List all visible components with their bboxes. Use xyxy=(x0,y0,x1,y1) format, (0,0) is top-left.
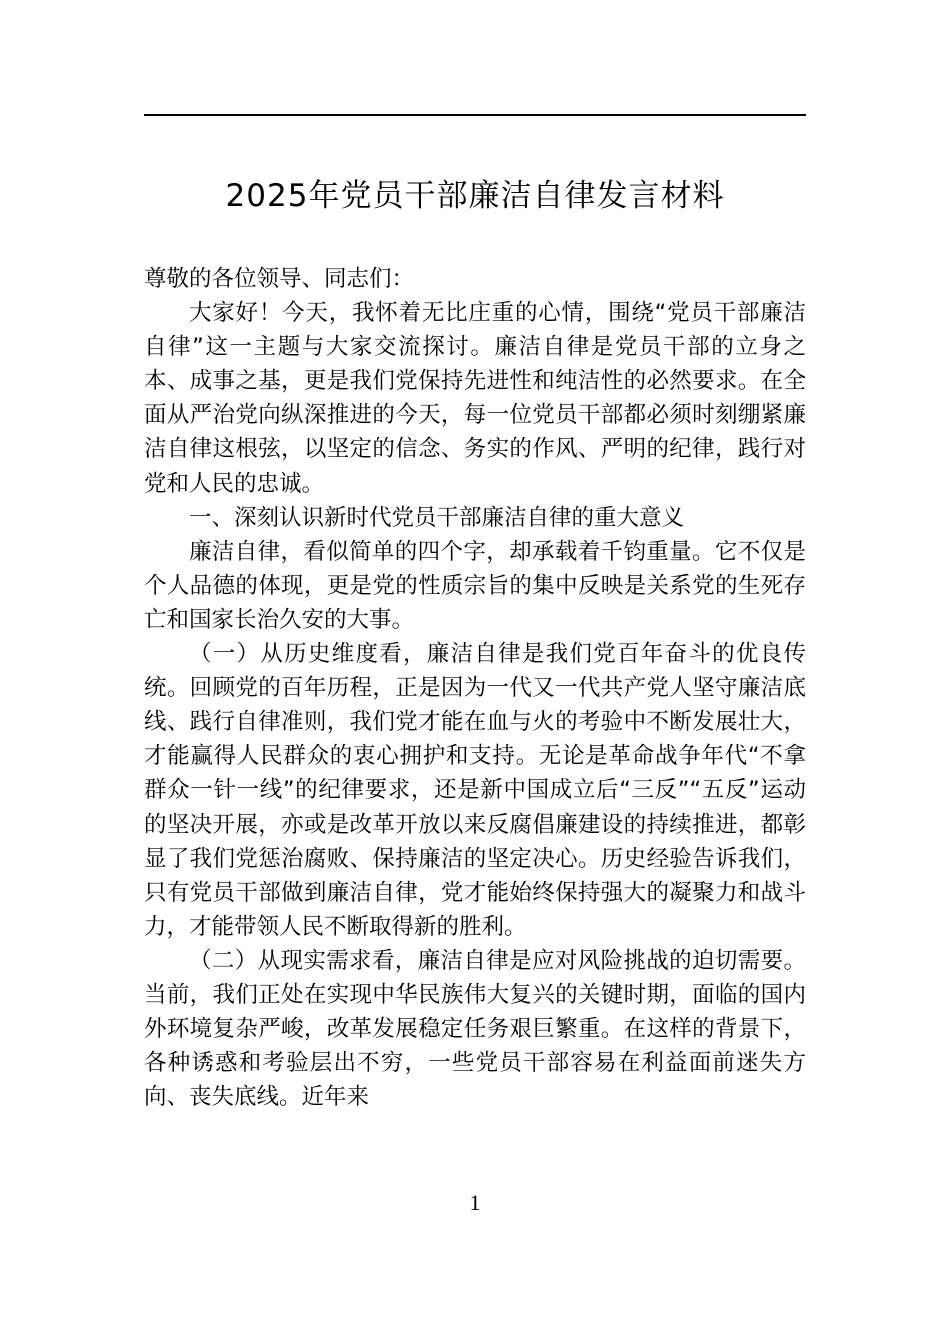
paragraph-reality: （二）从现实需求看，廉洁自律是应对风险挑战的迫切需要。当前，我们正处在实现中华民族伟大复兴的关键时期，面临的国内外环境复杂严峻，改革发展稳定任务艰巨繁重。在这样的背景下，各种诱惑和考验层出不穷，一些党员干部容易在利益面前迷失方向、丧失底线。近年来 xyxy=(144,947,806,1111)
paragraph-intro: 大家好！今天，我怀着无比庄重的心情，围绕“党员干部廉洁自律”这一主题与大家交流探讨。廉洁自律是党员干部的立身之本、成事之基，更是我们党保持先进性和纯洁性的必然要求。在全面从严治党向纵深推进的今天，每一位党员干部都必须时刻绷紧廉洁自律这根弦，以坚定的信念、务实的作风、严明的纪律，践行对党和人民的忠诚。 xyxy=(144,300,806,497)
section-heading: 一、深刻认识新时代党员干部廉洁自律的重大意义 xyxy=(189,504,685,531)
page-number: 1 xyxy=(469,1190,481,1215)
salutation: 尊敬的各位领导、同志们： xyxy=(144,266,415,292)
document-title: 2025年党员干部廉洁自律发言材料 xyxy=(225,178,725,214)
document-body xyxy=(144,262,806,1114)
header-rule xyxy=(144,114,806,116)
paragraph-significance: 廉洁自律，看似简单的四个字，却承载着千钧重量。它不仅是个人品德的体现，更是党的性质宗旨的集中反映是关系党的生死存亡和国家长治久安的大事。 xyxy=(144,538,806,633)
paragraph-history: （一）从历史维度看，廉洁自律是我们党百年奋斗的优良传统。回顾党的百年历程，正是因为一代又一代共产党人坚守廉洁底线、践行自律准则，我们党才能在血与火的考验中不断发展壮大，才能赢得人民群众的衷心拥护和支持。无论是革命战争年代“不拿群众一针一线”的纪律要求，还是新中国成立后“三反”“五反”运动的坚决开展，亦或是改革开放以来反腐倡廉建设的持续推进，都彰显了我们党惩治腐败、保持廉洁的坚定决心。历史经验告诉我们，只有党员干部做到廉洁自律，党才能始终保持强大的凝聚力和战斗力，才能带领人民不断取得新的胜利。 xyxy=(144,641,806,940)
